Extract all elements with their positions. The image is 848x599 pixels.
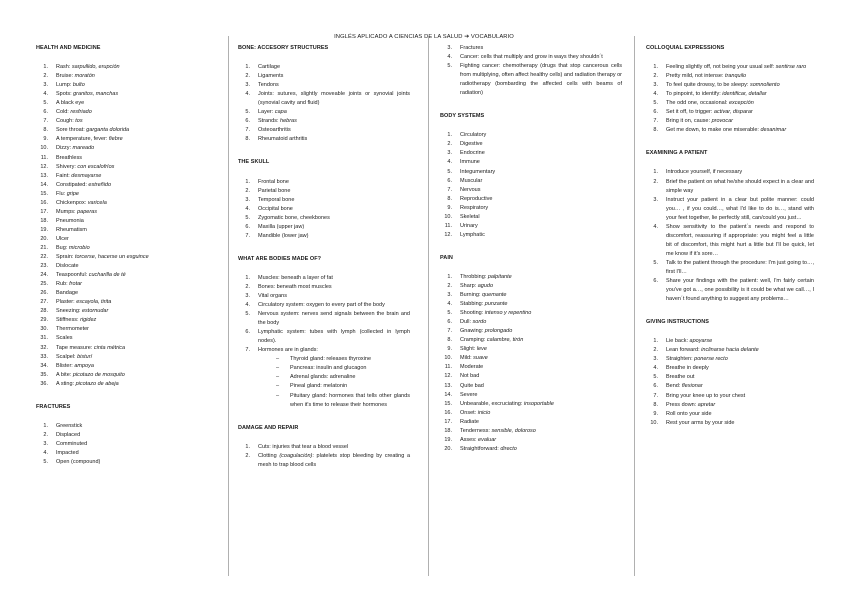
list-item: 7. Mandible (lower jaw) [245,232,309,239]
list-item: 12. Not bad [444,373,480,380]
vocab-section [238,44,410,144]
list-item: 3. Endocrine [447,150,485,157]
list-item: 5. Open (compound) [43,458,101,465]
section-heading: GIVING INSTRUCTIONS [646,319,709,326]
list-item: 23. Dislocate [40,263,79,270]
list-item: 4. Spots: granitos, manchas [43,91,119,98]
list-item: 3. Vital organs [245,292,287,299]
column-divider [428,36,429,576]
list-item: 29. Stiffness: rigidez [40,317,97,324]
list-item: 3. Instruct your patient in a clear but polite manner: could you… , if you could…, what I'd like to do is…, stand with your feet together, lie perfectly still, can/could you just… [653,196,814,221]
vocab-section [646,318,814,428]
list-item: 2. Bones: beneath most muscles [245,283,332,290]
list-item: 9. Roll onto your side [653,410,712,417]
list-item: 9. A temperature, fever: fiebre [43,136,123,143]
list-item: 4. Joints: sutures, slightly moveable joints or synovial joints (synovial cavity and fluid) [245,91,410,107]
list-item: 8. Press down: apretar [653,401,716,408]
list-item: 19. Asses: evaluar [444,436,497,443]
list-item: 18. Pneumonia [40,217,84,224]
list-item: 10. Dizzy: mareado [40,145,95,152]
list-item: 12. Shivery: con escalofríos [40,163,115,170]
list-item: 1. Muscles: beneath a layer of fat [245,274,333,281]
list-item: 35. A bite: picotazo de mosquito [40,371,125,378]
sub-list-item: – Thyroid gland: releases thyroxine [276,356,372,363]
list-item: 1. Cartilage [245,64,281,71]
vocab-section [646,44,814,135]
list-item: 14. Severe [444,391,478,398]
column-divider [228,36,229,576]
list-item: 30. Thermometer [40,326,90,333]
list-item: 4. Circulatory system: oxygen to every part of the body [245,302,385,309]
section-heading: DAMAGE AND REPAIR [238,424,299,431]
list-item: 10. Mild: suave [444,355,488,362]
list-item: 10. Rest your arms by your side [650,419,735,426]
section-heading: EXAMINING A PATIENT [646,150,708,157]
list-item: 2. Bruise: moratón [43,73,95,80]
list-item: 6. Dull: sordo [447,319,487,326]
list-item: 27. Plaster: escayola, tirita [40,299,112,306]
list-item: 1. Feeling slightly off, not being your usual self: sentirse raro [653,64,807,71]
list-item: 14. Constipated: estreñido [40,181,112,188]
list-item: 22. Sprain: torcerse, hacerse un esguince [40,254,149,261]
list-item: 31. Scales [40,335,73,342]
list-item: 2. Digestive [447,141,483,148]
list-item: 1. Circulatory [447,132,487,139]
list-item: 8. Rheumatoid arthritis [245,136,308,143]
sub-list-item: – Adrenal glands: adrenaline [276,374,356,381]
list-item: 2. Lean forward: inclinarse hacia delante [653,347,759,354]
list-item: 26. Bandage [40,290,79,297]
vocab-section [440,44,622,98]
list-item: 5. Talk to the patient through the procedure: I'm just going to…, first I'll… [653,259,814,275]
list-item: 11. Breathless [40,154,82,161]
section-heading: WHAT ARE BODIES MADE OF? [238,255,322,262]
vocab-section [440,112,622,240]
vocab-section [36,44,222,389]
list-item: 3. Burning: quemante [447,292,507,299]
list-item: 20. Straightforward: directo [444,445,517,452]
list-item: 6. Share your findings with the patient: well, I'm fairly certain you've got a…, one possibility is it could be what we call…, I haven´t found anything to suggest any problems… [653,278,814,303]
section-heading: FRACTURES [36,403,71,410]
list-item: 3. Lump: bulto [43,82,85,89]
list-item: 2. Ligaments [245,73,284,80]
vocab-section [440,254,622,454]
list-item: 2. Sharp: agudo [447,282,494,289]
list-item: 1. Rash: sarpullido, erupción [43,64,120,71]
sub-list-item: – Pancreas: insulin and glucagon [276,365,367,372]
list-item: 7. Osteoarthritis [245,127,291,134]
vocab-section [238,424,410,470]
list-item: 6. Set it off, to trigger: activar, disparar [653,109,753,116]
list-item: 18. Tenderness: sensible, doloroso [444,427,536,434]
list-item: 5. Layer: capa [245,109,287,116]
list-item: 4. Cancer: cells that multiply and grow in ways they shouldn´t [447,54,603,61]
column-2 [238,44,410,474]
column-divider [634,36,635,576]
list-item: 4. Stabbing: punzante [447,301,508,308]
list-item: 28. Sneezing: estornudar [40,308,109,315]
list-item: 4. Immune [447,159,480,166]
list-item: 6. Lymphatic system: tubes with lymph (collected in lymph nodes). [245,329,410,345]
section-heading: THE SKULL [238,159,270,166]
list-item: 32. Tape measure: cinta métrica [40,344,126,351]
list-item: 17. Radiate [444,418,479,425]
list-item: 4. To pinpoint, to identify: identificar, detallar [653,91,767,98]
list-item: 5. Integumentary [447,168,496,175]
list-item: 12. Lymphatic [444,231,485,238]
list-item: 5. Shooting: intenso y repentino [447,310,532,317]
list-item: 7. Hormones are in glands: [245,347,318,354]
list-item: 7. Nervous [447,186,481,193]
list-item: 36. A sting: picotazo de abeja [40,380,119,387]
list-item: 13. Faint: desmayarse [40,172,102,179]
list-item: 16. Onset: inicio [444,409,491,416]
list-item: 34. Blister: ampoya [40,362,94,369]
list-item: 7. Bring it on, cause: provocar [653,118,733,125]
list-item: 7. Gnawing: prolongado [447,328,513,335]
list-item: 8. Sore throat: garganta dolorida [43,127,130,134]
list-item: 2. Parietal bone [245,187,291,194]
list-item: 8. Reproductive [447,195,493,202]
list-item: 17. Mumps: paperas [40,208,97,215]
list-item: 3. Tendons [245,82,279,89]
list-item: 4. Breathe in deeply [653,365,709,372]
list-item: 6. Cold: resfriado [43,109,92,116]
vocab-section [36,403,222,467]
list-item: 4. Occipital bone [245,205,293,212]
list-item: 1. Lie back: apoyarse [653,338,713,345]
list-item: 5. Zygomatic bone, cheekbones [245,214,330,221]
list-item: 3. Comminuted [43,440,88,447]
list-item: 1. Greenstick [43,422,83,429]
list-item: 4. Show sensitivity to the patient´s needs and respond to discomfort, reassuring if appropriate: you might feel a little bit of discomfort, this might hurt a little but I'll be quick, let me know if it's sore… [653,223,814,257]
list-item: 7. Bring your knee up to your chest [653,392,746,399]
list-item: 4. Impacted [43,449,79,456]
list-item: 1. Frontal bone [245,178,289,185]
list-item: 10. Skeletal [444,213,480,220]
list-item: 16. Chickenpox: varicela [40,199,107,206]
column-1 [36,44,222,471]
list-item: 33. Scalpel: bisturí [40,353,93,360]
section-heading: BODY SYSTEMS [440,113,485,120]
list-item: 8. Get me down, to make one miserable: desanimar [653,127,787,134]
list-item: 13. Quite bad [444,382,484,389]
list-item: 5. Nervous system: nerves send signals between the brain and the body [245,311,410,327]
list-item: 9. Respiratory [447,204,489,211]
column-4 [646,44,814,432]
list-item: 7. Cough: tos [43,118,83,125]
sub-list-item: – Pituitary gland: hormones that tells other glands when it's time to release their hormones [276,392,410,408]
list-item: 5. The odd one, occasional: excepción [653,100,754,107]
list-item: 1. Cuts: injuries that tear a blood vessel [245,443,349,450]
list-item: 5. Breathe out [653,374,695,381]
section-heading: BONE: ACCESORY STRUCTURES [238,45,329,51]
section-heading: COLLOQUIAL EXPRESSIONS [646,45,725,51]
list-item: 19. Rheumatism [40,226,87,233]
list-item: 1. Throbbing: palpitante [447,273,512,280]
list-item: 20. Ulcer [40,235,69,242]
vocab-section [238,255,410,410]
list-item: 2. Pretty mild, not intense: tranquilo [653,73,747,80]
sub-list-item: – Pineal gland: melatonin [276,383,348,390]
list-item: 2. Clotting (coagulación): platelets stop bleeding by creating a mesh to trap blood cells [245,452,410,468]
list-item: 3. Straighten: ponerse recto [653,356,728,363]
list-item: 6. Muscular [447,177,483,184]
section-heading: PAIN [440,254,453,261]
list-item: 6. Strands: hebras [245,118,297,125]
list-item: 11. Moderate [444,364,484,371]
list-item: 5. A black eye [43,100,85,107]
list-item: 1. Introduce yourself, if necessary [653,169,743,176]
list-item: 24. Teaspoonful: cucharilla de té [40,272,126,279]
list-item: 2. Displaced [43,431,81,438]
vocab-section [646,149,814,304]
list-item: 6. Bend: flexionar [653,383,703,390]
list-item: 6. Maxilla (upper jaw) [245,223,305,230]
list-item: 3. Fractures [447,45,484,51]
list-item: 9. Slight: leve [447,346,487,353]
list-item: 15. Flu: gripe [40,190,79,197]
list-item: 11. Urinary [444,222,478,229]
list-item: 2. Brief the patient on what he/she should expect in a clear and simple way [653,178,814,194]
list-item: 3. To feel quite drowsy, to be sleepy: somnoliento [653,82,780,89]
vocab-section [238,158,410,240]
list-item: 5. Fighting cancer: chemotherapy (drugs that stop cancerous cells from multiplying, often affect healthy cells) and radiation therapy or radiotherapy (bombarding the affected cells with beams of radiation) [447,63,622,97]
list-item: 3. Temporal bone [245,196,295,203]
section-heading: HEALTH AND MEDICINE [36,45,101,51]
column-3 [440,44,622,458]
list-item: 8. Cramping: calambre, tirón [447,337,524,344]
list-item: 25. Rub: frotar [40,281,82,288]
list-item: 15. Unbearable, excruciating: insoportable [444,400,554,407]
document-title: INGLÉS APLICADO A CIENCIAS DE LA SALUD ➔ VOCABULARIO [334,34,514,40]
list-item: 21. Bug: microbio [40,244,90,251]
